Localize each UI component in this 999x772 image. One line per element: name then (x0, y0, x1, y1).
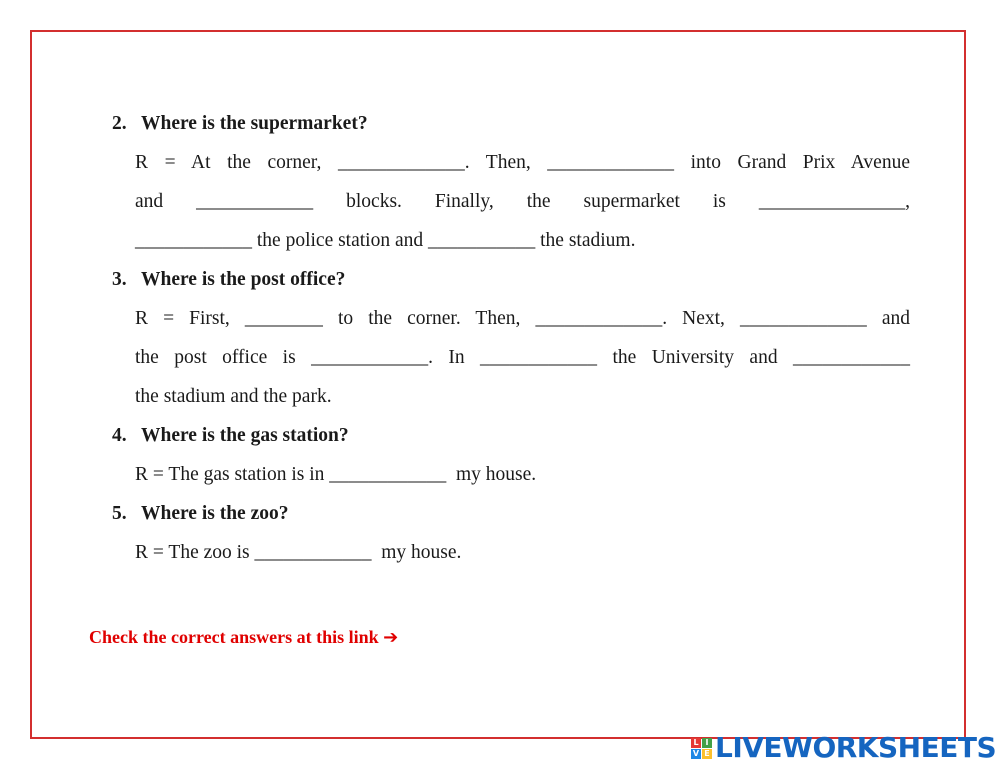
answer-line: R = The gas station is in ____________ my house. (135, 464, 537, 485)
question-2 (112, 104, 910, 260)
answer-line: and ____________ blocks. Finally, the supermarket is _______________, (135, 191, 910, 212)
question-number: 5. (112, 503, 127, 524)
question-4 (112, 416, 910, 494)
logo-letter: I (702, 738, 712, 748)
logo-wordmark: LIVEWORKSHEETS (715, 731, 997, 764)
question-text: Where is the gas station? (141, 425, 349, 446)
question-3 (112, 260, 910, 416)
question-text: Where is the zoo? (141, 503, 289, 524)
logo-icon (691, 738, 712, 759)
answer-line: the stadium and the park. (135, 386, 332, 407)
answer-line: R = The zoo is ____________ my house. (135, 542, 462, 563)
answers-link[interactable] (89, 627, 398, 648)
answer-line: R = At the corner, _____________. Then, _____________ into Grand Prix Avenue (135, 152, 910, 173)
question-number: 3. (112, 269, 127, 290)
logo-letter: E (702, 749, 712, 759)
arrow-right-icon: ➔ (383, 627, 399, 648)
question-text: Where is the supermarket? (141, 113, 368, 134)
liveworksheets-logo (691, 732, 996, 764)
answer-line: R = First, ________ to the corner. Then, _____________. Next, _____________ and (135, 308, 910, 329)
logo-letter: V (692, 748, 700, 758)
question-text: Where is the post office? (141, 269, 346, 290)
question-number: 2. (112, 113, 127, 134)
question-5 (112, 494, 910, 572)
logo-letter: L (691, 738, 701, 748)
worksheet-content (112, 104, 910, 572)
question-number: 4. (112, 425, 127, 446)
answer-line: the post office is ____________. In ____________ the University and ____________ (135, 347, 910, 368)
answer-line: ____________ the police station and ___________ the stadium. (135, 230, 636, 251)
answers-link-text[interactable]: Check the correct answers at this link (89, 627, 379, 647)
